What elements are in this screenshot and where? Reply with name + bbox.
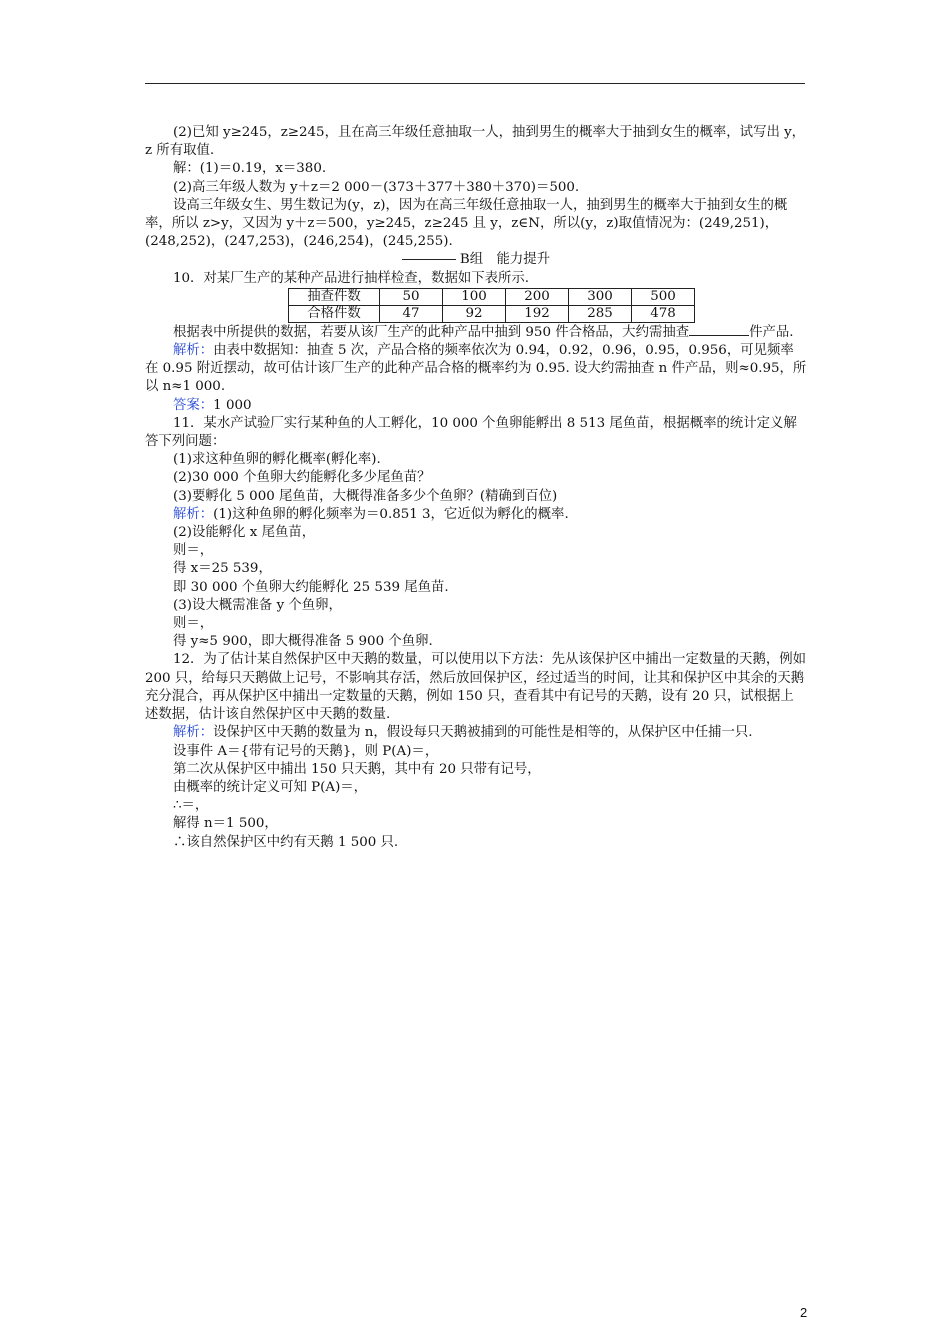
analysis-11 (145, 506, 807, 524)
table-cell: 100 (443, 288, 506, 305)
answer-label: 答案： (173, 397, 214, 413)
table-cell: 478 (632, 305, 695, 322)
solution-line: 解：(1)＝0.19，x＝380. (173, 161, 327, 177)
page-number: 2 (800, 1305, 808, 1320)
analysis-line: ∴该自然保护区中约有天鹅 1 500 只. (173, 834, 399, 850)
table-cell: 92 (443, 305, 506, 322)
analysis-text: 由表中数据知：抽查 5 次，产品合格的频率依次为 0.94，0.92，0.96，0.95，0.956，可见频率在 0.95 附近摆动，故可估计该厂生产的此种产品合格的概率约为 0.95. 设大约需抽查 n 件产品，则≈0.95，所以 n≈1 000. (145, 343, 807, 395)
table-cell: 285 (569, 305, 632, 322)
analysis-line: 第二次从保护区中捕出 150 只天鹅，其中有 20 只带有记号， (173, 761, 541, 777)
analysis-line: 则＝， (173, 616, 214, 632)
table-row-label: 合格件数 (289, 305, 380, 322)
analysis-line: 得 y≈5 900，即大概得准备 5 900 个鱼卵. (173, 634, 433, 650)
sampling-table (288, 288, 695, 323)
question-11-part-3: (3)要孵化 5 000 尾鱼苗，大概得准备多少个鱼卵？(精确到百位) (173, 488, 558, 504)
analysis-label: 解析： (173, 506, 214, 522)
question-11: 11．某水产试验厂实行某种鱼的人工孵化，10 000 个鱼卵能孵出 8 513 尾鱼苗，根据概率的统计定义解答下列问题： (145, 415, 797, 450)
analysis-line: 即 30 000 个鱼卵大约能孵化 25 539 尾鱼苗. (173, 579, 449, 595)
analysis-label: 解析： (173, 343, 214, 359)
table-row-label: 抽查件数 (289, 288, 380, 305)
table-cell: 200 (506, 288, 569, 305)
table-row (289, 288, 695, 305)
analysis-line: 则＝， (173, 543, 214, 559)
analysis-10 (145, 342, 807, 397)
section-dash (402, 259, 456, 260)
analysis-label: 解析： (173, 725, 214, 741)
table-cell: 50 (380, 288, 443, 305)
question-11-part-1: (1)求这种鱼卵的孵化概率(孵化率). (173, 452, 381, 468)
header-rule (145, 83, 805, 84)
question-part-2: (2)已知 y≥245，z≥245，且在高三年级任意抽取一人，抽到男生的概率大于抽到女生的概率，试写出 y，z 所有取值. (145, 125, 806, 159)
analysis-line: (3)设大概需准备 y 个鱼卵， (173, 597, 342, 613)
document-body (145, 124, 807, 852)
analysis-line: (2)设能孵化 x 尾鱼苗， (173, 525, 316, 541)
question-10-text: 根据表中所提供的数据，若要从该厂生产的此种产品中抽到 950 件合格品，大约需抽查 (173, 324, 690, 340)
solution-line: (2)高三年级人数为 y＋z＝2 000－(373＋377＋380＋370)＝500. (173, 179, 580, 195)
table-cell: 300 (569, 288, 632, 305)
analysis-line: 由概率的统计定义可知 P(A)＝， (173, 779, 368, 795)
question-10-suffix: 件产品. (749, 324, 794, 340)
table-cell: 47 (380, 305, 443, 322)
analysis-line: ∴＝， (173, 798, 209, 814)
answer-10 (145, 397, 807, 415)
section-title: B组 能力提升 (459, 252, 551, 268)
section-heading (145, 251, 807, 269)
table-cell: 500 (632, 288, 695, 305)
question-11-part-2: (2)30 000 个鱼卵大约能孵化多少尾鱼苗？ (173, 470, 431, 486)
analysis-text: (1)这种鱼卵的孵化频率为＝0.851 3，它近似为孵化的概率. (213, 506, 569, 522)
analysis-text: 设保护区中天鹅的数量为 n，假设每只天鹅被捕到的可能性是相等的，从保护区中任捕一只. (213, 725, 753, 741)
table-row (289, 305, 695, 322)
analysis-line: 解得 n＝1 500， (173, 816, 278, 832)
question-12: 12．为了估计某自然保护区中天鹅的数量，可以使用以下方法：先从该保护区中捕出一定数量的天鹅，例如 200 只，给每只天鹅做上记号，不影响其存活，然后放回保护区，经过适当的时间，让其和保护区中其余的天鹅充分混合，再从保护区中捕出一定数量的天鹅，例如 150 只，查看其中有记号的天鹅，设有 20 只，试根据上述数据，估计该自然保护区中天鹅的数量. (145, 652, 807, 723)
analysis-12 (145, 724, 807, 742)
answer-blank (689, 323, 749, 336)
answer-value: 1 000 (213, 397, 252, 413)
analysis-line: 设事件 A＝{带有记号的天鹅}，则 P(A)＝， (173, 743, 439, 759)
table-cell: 192 (506, 305, 569, 322)
question-10-prompt (145, 323, 807, 342)
analysis-line: 得 x＝25 539， (173, 561, 272, 577)
question-10: 10．对某厂生产的某种产品进行抽样检查，数据如下表所示. (173, 270, 530, 286)
solution-paragraph: 设高三年级女生、男生数记为(y，z)，因为在高三年级任意抽取一人，抽到男生的概率大于抽到女生的概率，所以 z>y，又因为 y＋z＝500，y≥245，z≥245 且 y，z∈N，所以(y，z)取值情况为：(249,251)，(248,252)，(247,253)，(246,254)，(245,255). (145, 197, 788, 250)
